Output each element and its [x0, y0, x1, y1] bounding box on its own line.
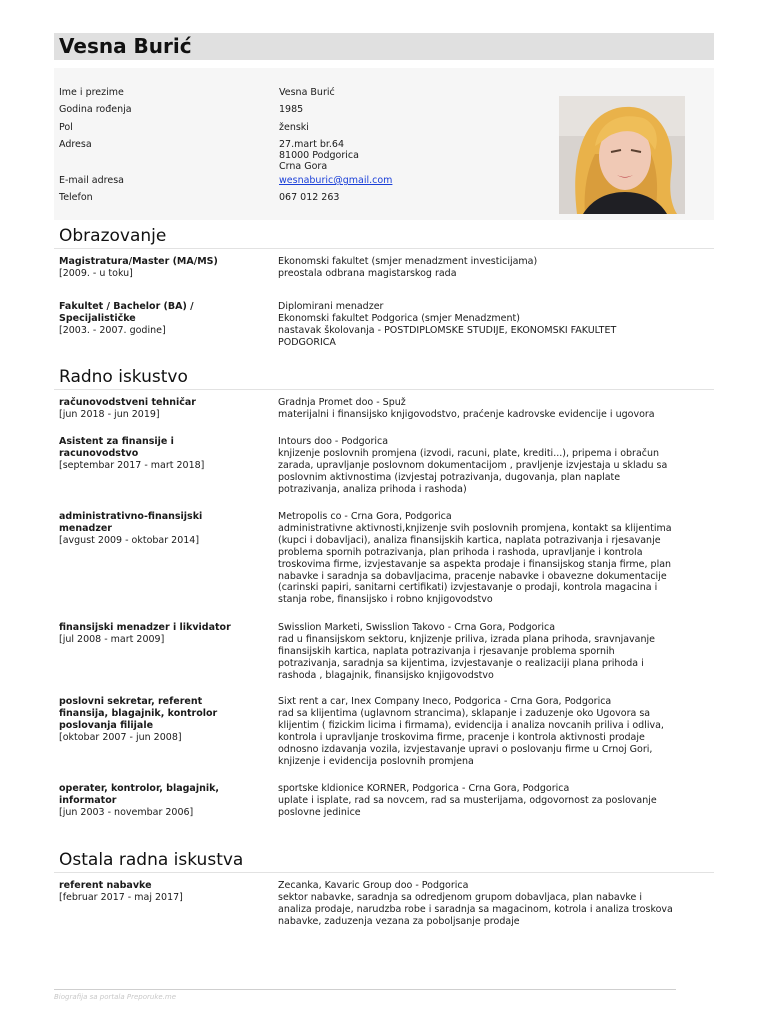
entry-title: referent nabavke	[59, 880, 152, 891]
email-link[interactable]: wesnaburic@gmail.com	[279, 175, 393, 186]
entry-details: Sixt rent a car, Inex Company Ineco, Podgorica - Crna Gora, Podgorica rad sa klijentima (uglavnom strancima), sklapanje i zaduzenje oko Ugovora sa klijentim ( fizickim licima i firmama), evidencija i analiza novcanih priliva i odliva, kontrola i upravljanje troskovima firme, pracenje i kontrola aktivnosti prodaje odnosno izdavanja vozila, izvjestavanje upravi o poslovanju firme u Crnoj Gori, knjizenje i evidencija poslovnih promjena	[278, 696, 664, 767]
entry-date: [jun 2018 - jun 2019]	[59, 408, 160, 420]
entry-date: [oktobar 2007 - jun 2008]	[59, 731, 182, 743]
personal-label: Adresa	[59, 139, 92, 150]
entry-details: Swisslion Marketi, Swisslion Takovo - Crna Gora, Podgorica rad u finansijskom sektoru, knjizenje priliva, izrada plana prihoda, sravnjavanje finansijskih kartica, naplata potrazivanja i rjesavanje problema spornih potrazivanja, saradnja sa kijentima, izvjestavanje o realizaciji plana prihoda i rashoda , blagajnik, finansijsko knjigovodstvo	[278, 622, 655, 681]
divider	[54, 248, 714, 249]
name-header	[54, 33, 714, 60]
entry-date: [avgust 2009 - oktobar 2014]	[59, 534, 200, 546]
personal-value: 1985	[279, 104, 304, 115]
personal-label: E-mail adresa	[59, 175, 124, 186]
personal-label: Ime i prezime	[59, 87, 124, 98]
entry-title: informator	[59, 794, 117, 806]
entry-date: [2009. - u toku]	[59, 267, 133, 279]
entry-title: Fakultet / Bachelor (BA) /	[59, 301, 194, 312]
entry-details: Metropolis co - Crna Gora, Podgorica administrativne aktivnosti,knjizenje svih poslovnih promjena, kontakt sa klijentima (kupci i dobavljaci), analiza finansijskih kartica, naplata potrazivanja i rjesavanje problema spornih potrazivanja, plan prihoda i rashoda, upravljanje i kontrola troskovima firme, izvjestavanje sa aspekta prodaje i finansijskog stanja firme, plan nabavke i saradnja sa dobavljacima, pracenje nabavke i obavezne dokumentacije (carinski papiri, sanitarni certifikati) izvjestavanje o prodaji, kontrola magacina i stanja robe, finansijsko i robno knjigovodstvo	[278, 511, 672, 606]
footer-note: Biografija sa portala Preporuke.me	[54, 993, 177, 1001]
profile-photo	[559, 96, 685, 214]
entry-title-block	[59, 397, 264, 421]
entry-date: [jul 2008 - mart 2009]	[59, 633, 165, 645]
section-title-education: Obrazovanje	[59, 226, 167, 246]
divider	[54, 872, 714, 873]
personal-label: Pol	[59, 122, 73, 133]
entry-details: Gradnja Promet doo - Spuž materijalni i finansijsko knjigovodstvo, praćenje kadrovske evidencije i ugovora	[278, 397, 655, 420]
entry-title: Asistent za finansije i	[59, 436, 174, 447]
entry-title: poslovanja filijale	[59, 719, 154, 731]
entry-details: sportske kldionice KORNER, Podgorica - Crna Gora, Podgorica uplate i isplate, rad sa novcem, rad sa musterijama, odgovornost za poslovanje poslovne jedinice	[278, 783, 657, 818]
person-name: Vesna Burić	[59, 34, 192, 58]
entry-title-block	[59, 622, 264, 646]
entry-title-block	[59, 880, 264, 904]
entry-details: Diplomirani menadzer Ekonomski fakultet Podgorica (smjer Menadzment) nastavak školovanja - POSTDIPLOMSKE STUDIJE, EKONOMSKI FAKULTET PODGORICA	[278, 301, 617, 348]
entry-title: Magistratura/Master (MA/MS)	[59, 256, 218, 267]
entry-title: menadzer	[59, 522, 112, 534]
personal-label: Godina rođenja	[59, 104, 132, 115]
entry-title: finansijski menadzer i likvidator	[59, 622, 231, 633]
entry-title: operater, kontrolor, blagajnik,	[59, 783, 220, 794]
personal-info-section	[54, 68, 714, 220]
entry-title: računovodstveni tehničar	[59, 397, 196, 408]
personal-value: 27.mart br.64 81000 Podgorica Crna Gora	[279, 139, 359, 172]
entry-date: [septembar 2017 - mart 2018]	[59, 459, 205, 471]
entry-details: Intours doo - Podgorica knjizenje poslovnih promjena (izvodi, racuni, plate, krediti...), pripema i obračun zarada, upravljanje poslovnom dokumentacijom , pravljenje izvjestaja u skladu sa poslovnim aktivnostima (izvjestaj potrazivanja, dugovanja, plan naplate potrazivanja, analiza prihoda i rashoda)	[278, 436, 668, 495]
entry-title-block	[59, 301, 264, 337]
entry-details: Zecanka, Kavaric Group doo - Podgorica sektor nabavke, saradnja sa odredjenom grupom dobavljaca, plan nabavke i analiza prodaje, narudzba robe i saradnja sa magacinom, kotrola i analiza troskova nabavke, zaduzenja vezana za poboljsanje prodaje	[278, 880, 673, 927]
entry-title-block	[59, 511, 264, 547]
divider	[54, 389, 714, 390]
entry-title: poslovni sekretar, referent	[59, 696, 203, 707]
section-title-work: Radno iskustvo	[59, 367, 188, 387]
entry-title-block	[59, 783, 264, 819]
entry-date: [jun 2003 - novembar 2006]	[59, 806, 194, 818]
entry-title: racunovodstvo	[59, 447, 139, 459]
personal-value: ženski	[279, 122, 309, 133]
entry-title-block	[59, 436, 264, 472]
personal-value	[279, 175, 539, 186]
entry-title: finansija, blagajnik, kontrolor	[59, 707, 218, 719]
entry-date: [2003. - 2007. godine]	[59, 324, 166, 336]
personal-value: 067 012 263	[279, 192, 340, 203]
section-title-other: Ostala radna iskustva	[59, 850, 244, 870]
entry-title: administrativno-finansijski	[59, 511, 203, 522]
entry-details: Ekonomski fakultet (smjer menadzment investicijama) preostala odbrana magistarskog rada	[278, 256, 538, 279]
entry-date: [februar 2017 - maj 2017]	[59, 891, 183, 903]
footer-divider	[54, 989, 676, 990]
entry-title: Specijalističke	[59, 312, 136, 324]
personal-label: Telefon	[59, 192, 93, 203]
personal-value: Vesna Burić	[279, 87, 335, 98]
entry-title-block	[59, 256, 264, 280]
entry-title-block	[59, 696, 264, 744]
